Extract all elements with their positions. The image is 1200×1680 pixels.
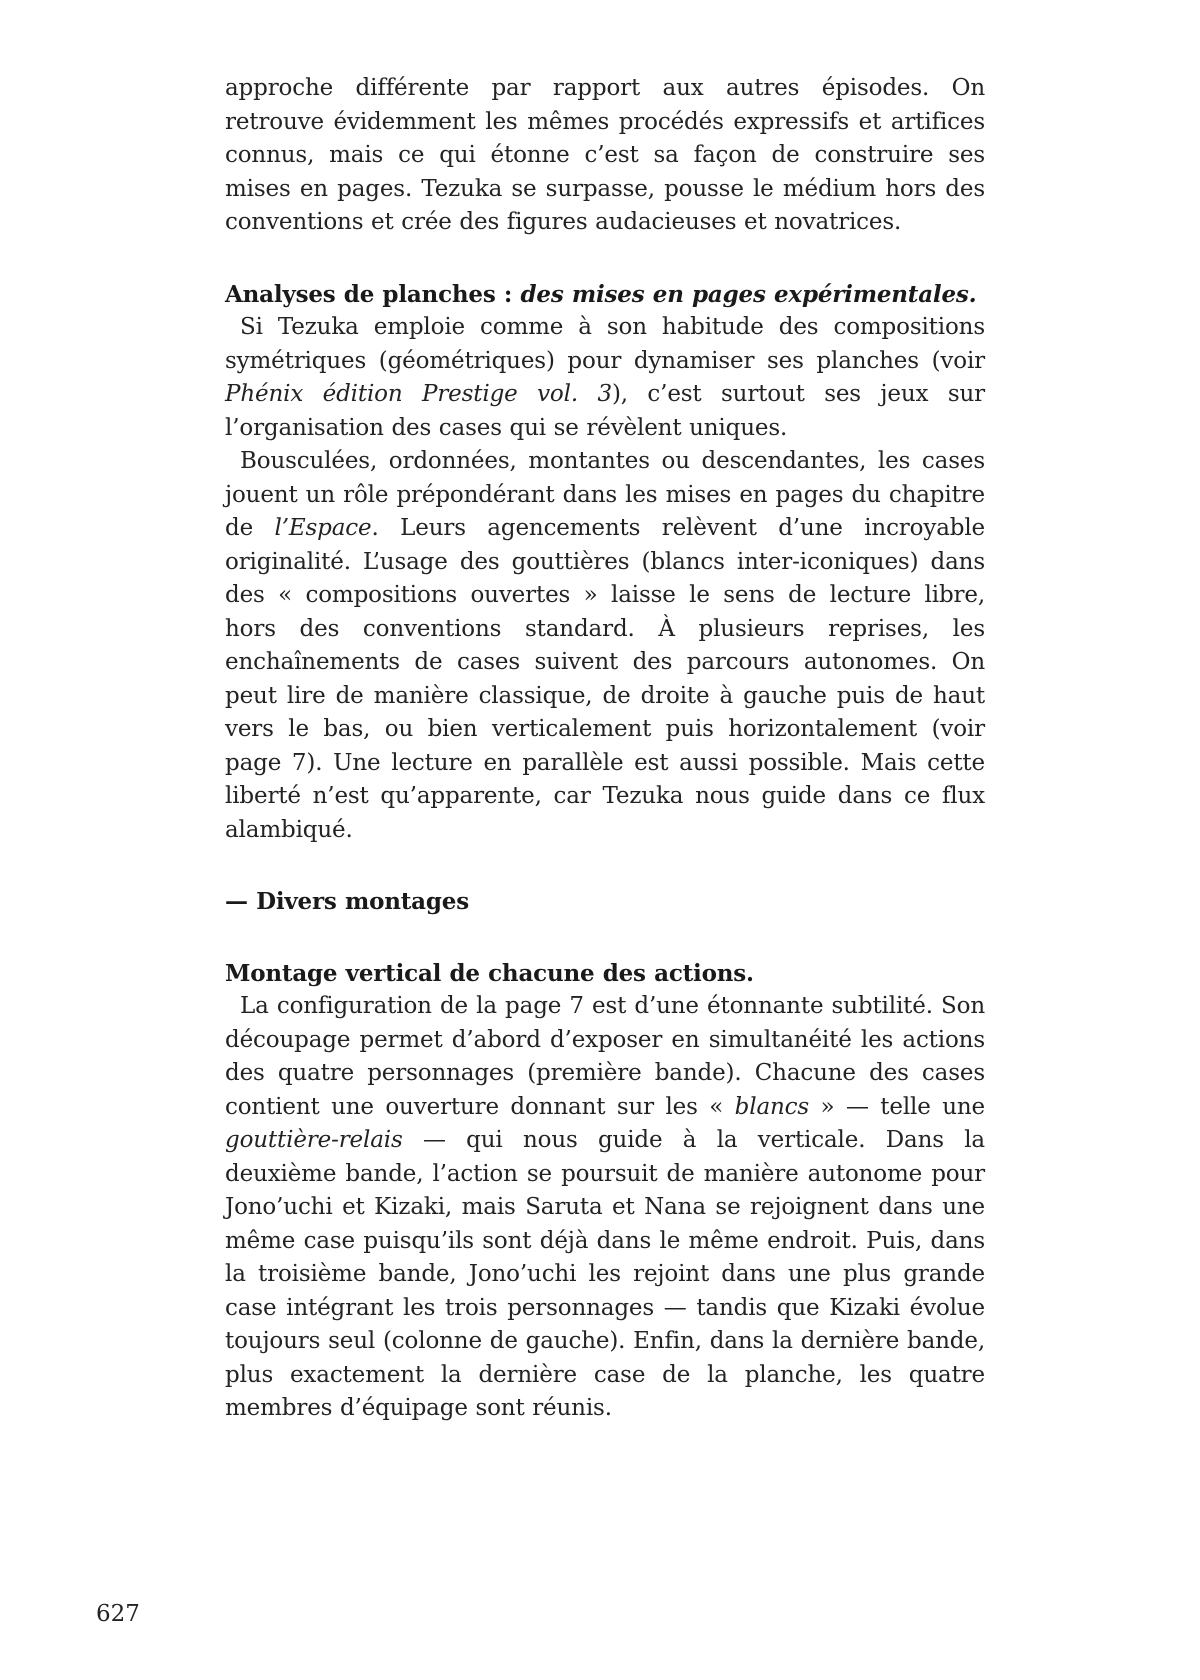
paragraph-configuration-seg3: — qui nous guide à la verticale. Dans la deuxième bande, l’action se poursuit de manière autonome pour Jono’uchi et Kizaki, mais Saruta et Nana se rejoignent dans une même case puisqu’ils sont déjà dans le même endroit. Puis, dans la troisième bande, Jono’uchi les rejoint dans une plus grande case intégrant les trois personnages — tandis que Kizaki évolue toujours seul (colonne de gauche). Enfin, dans la dernière bande, plus exactement la dernière case de la planche, les quatre membres d’équipage sont réunis.	[225, 1127, 985, 1421]
paragraph-continuation-text: approche différente par rapport aux autres épisodes. On retrouve évidemment les mêmes procédés expressifs et artifices connus, mais ce qui étonne c’est sa façon de construire ses mises en pages. Tezuka se surpasse, pousse le médium hors des conventions et crée des figures audacieuses et novatrices.	[225, 75, 985, 235]
heading-montage-vertical-label: Montage vertical de chacune des actions.	[225, 959, 754, 987]
heading-montage-vertical	[225, 957, 985, 991]
text-column	[225, 72, 985, 1426]
paragraph-bousculees-text-before: Bousculées, ordonnées, montantes ou descendantes, les cases jouent un rôle prépondérant dans les mises en pages du chapitre de	[225, 448, 985, 541]
paragraph-si-tezuka-text-after: ), c’est surtout ses jeux sur l’organisation des cases qui se révèlent uniques.	[225, 381, 985, 441]
heading-analyses-de-planches	[225, 278, 985, 312]
blancs-term-italic: blancs	[734, 1093, 810, 1120]
paragraph-continuation	[225, 72, 985, 240]
heading-analyses-italic-label: des mises en pages expérimentales.	[520, 280, 977, 308]
heading-divers-montages-label: — Divers montages	[225, 888, 469, 915]
heading-divers-montages	[225, 885, 985, 919]
paragraph-si-tezuka	[225, 311, 985, 445]
page-number: 627	[96, 1601, 140, 1627]
paragraph-configuration-seg2: » — telle une	[809, 1093, 985, 1120]
paragraph-configuration	[225, 990, 985, 1426]
paragraph-bousculees-text-after: . Leurs agencements relèvent d’une incroyable originalité. L’usage des gouttières (blancs inter-iconiques) dans des « compositions ouvertes » laisse le sens de lecture libre, hors des conventions standard. À plusieurs reprises, les enchaînements de cases suivent des parcours autonomes. On peut lire de manière classique, de droite à gauche puis de haut vers le bas, ou bien verticalement puis horizontalement (voir page 7). Une lecture en parallèle est aussi possible. Mais cette liberté n’est qu’apparente, car Tezuka nous guide dans ce flux alambiqué.	[225, 515, 985, 843]
gouttiere-relais-term-italic: gouttière-relais	[225, 1127, 403, 1153]
espace-title-italic: l’Espace	[274, 515, 372, 541]
paragraph-si-tezuka-text-before: Si Tezuka emploie comme à son habitude des compositions symétriques (géométriques) pour dynamiser ses planches (voir	[225, 314, 985, 374]
phenix-reference-italic: Phénix édition Prestige vol. 3	[225, 381, 612, 407]
paragraph-configuration-seg0: La configuration de la page 7 est d’une étonnante subtilité. Son découpage permet d’abord d’exposer en simultanéité les actions des quatre personnages (première bande). Chacune des cases contient une ouverture donnant sur les «	[225, 993, 985, 1120]
heading-analyses-label: Analyses de planches :	[225, 280, 521, 308]
paragraph-bousculees	[225, 445, 985, 847]
